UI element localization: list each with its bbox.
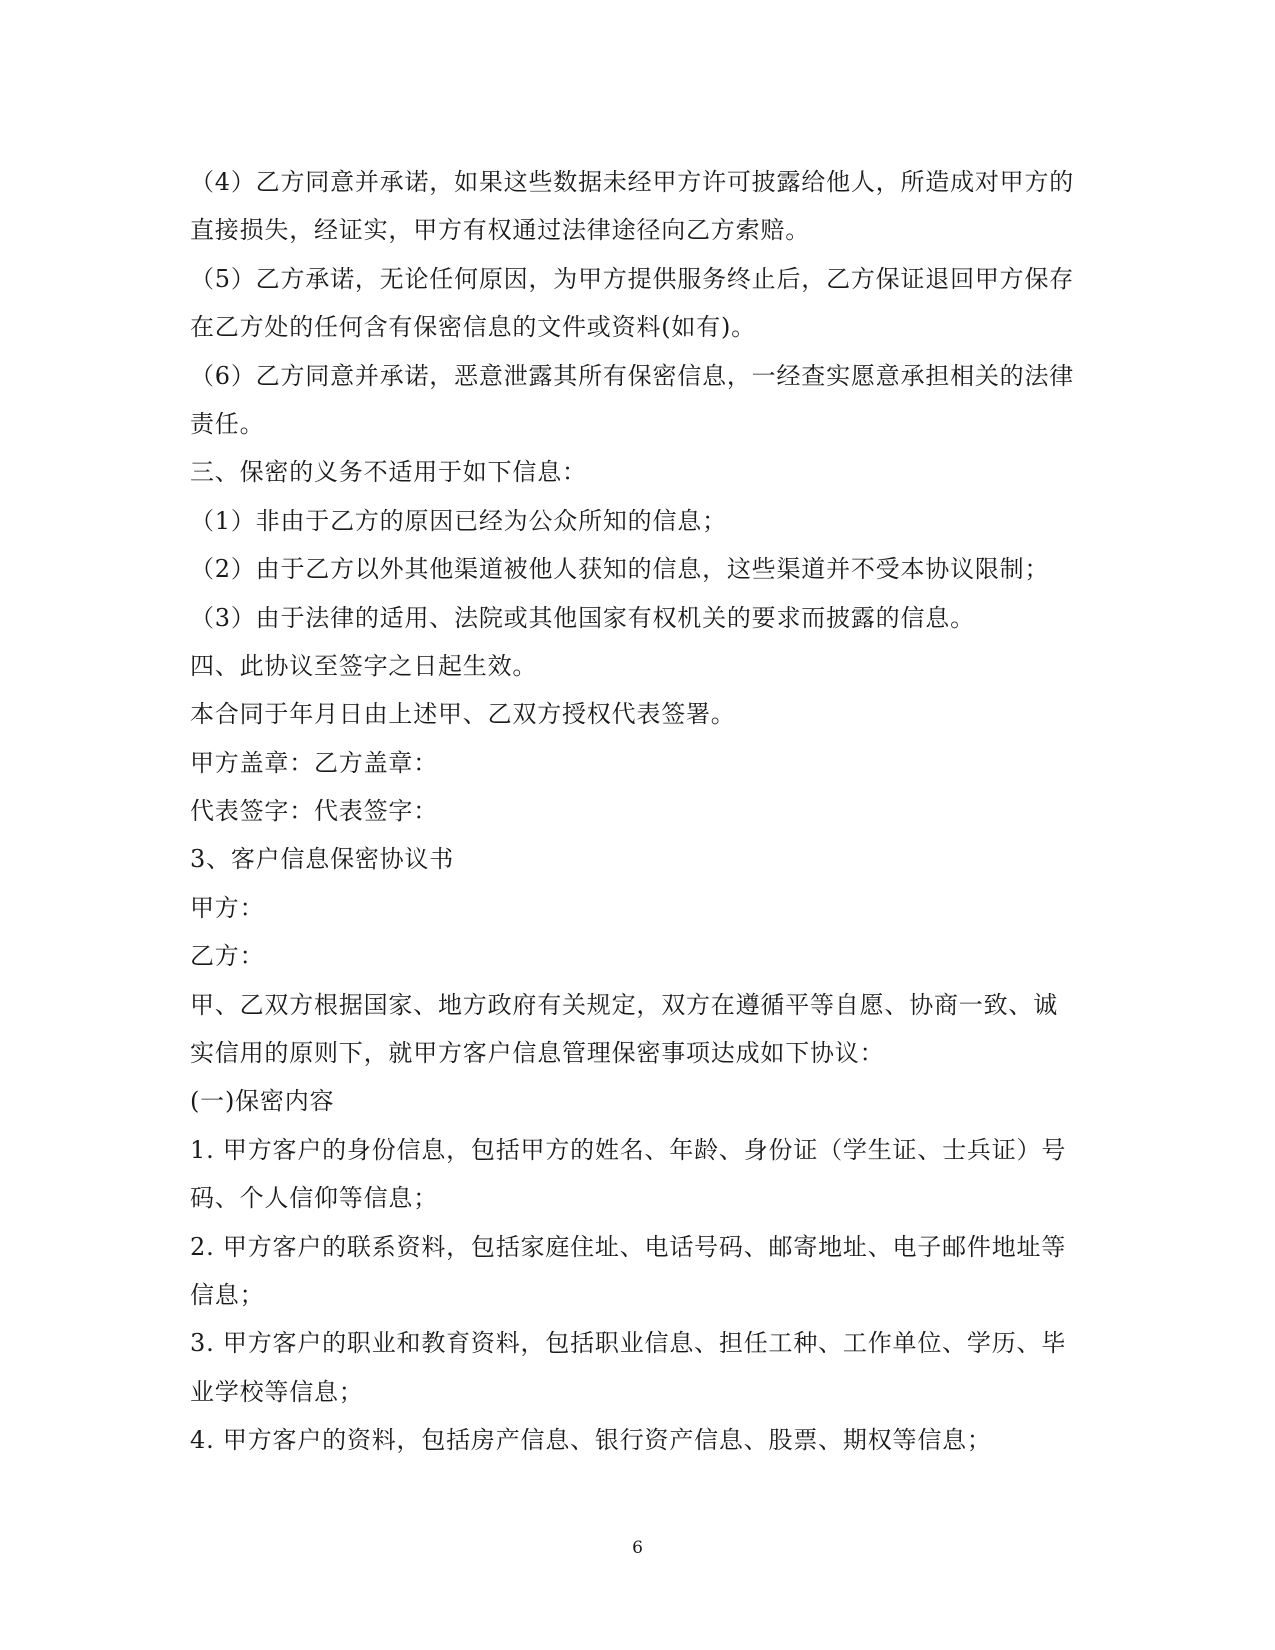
text-line: 在乙方处的任何含有保密信息的文件或资料(如有)。 <box>190 313 756 342</box>
signature-line: 甲方盖章：乙方盖章： <box>190 748 438 777</box>
text-line: （1）非由于乙方的原因已经为公众所知的信息； <box>190 506 727 535</box>
text-line: （4）乙方同意并承诺，如果这些数据未经甲方许可披露给他人，所造成对甲方的 <box>190 168 1075 196</box>
text-line: 直接损失，经证实，甲方有权通过法律途径向乙方索赔。 <box>190 216 810 245</box>
list-item: 3. 甲方客户的职业和教育资料，包括职业信息、担任工种、工作单位、学历、毕 <box>190 1329 1067 1358</box>
section-heading: 三、保密的义务不适用于如下信息： <box>190 458 587 487</box>
document-body <box>190 158 1090 1465</box>
text-line: 实信用的原则下，就甲方客户信息管理保密事项达成如下协议： <box>190 1039 885 1068</box>
page-number: 6 <box>632 1538 643 1558</box>
text-line: （5）乙方承诺，无论任何原因，为甲方提供服务终止后，乙方保证退回甲方保存 <box>190 264 1075 293</box>
party-b-line: 乙方： <box>190 942 265 971</box>
text-line: 责任。 <box>190 409 265 438</box>
party-a-line: 甲方： <box>190 893 265 922</box>
text-line: 码、个人信仰等信息； <box>190 1184 438 1213</box>
document-title: 3、客户信息保密协议书 <box>190 845 455 874</box>
text-line: 本合同于年月日由上述甲、乙双方授权代表签署。 <box>190 700 736 729</box>
list-item: 2. 甲方客户的联系资料，包括家庭住址、电话号码、邮寄地址、电子邮件地址等 <box>190 1232 1067 1261</box>
text-line: 甲、乙双方根据国家、地方政府有关规定，双方在遵循平等自愿、协商一致、诚 <box>190 990 1058 1019</box>
text-line: 业学校等信息； <box>190 1377 364 1406</box>
section-heading: 四、此协议至签字之日起生效。 <box>190 651 538 680</box>
text-line: （3）由于法律的适用、法院或其他国家有权机关的要求而披露的信息。 <box>190 603 975 632</box>
text-line: 信息； <box>190 1280 265 1309</box>
list-item: 4. 甲方客户的资料，包括房产信息、银行资产信息、股票、期权等信息； <box>190 1426 992 1455</box>
list-item: 1. 甲方客户的身份信息，包括甲方的姓名、年龄、身份证（学生证、士兵证）号 <box>190 1135 1067 1164</box>
section-heading: (一)保密内容 <box>190 1087 335 1116</box>
text-line: （2）由于乙方以外其他渠道被他人获知的信息，这些渠道并不受本协议限制； <box>190 555 1050 584</box>
signature-line: 代表签字：代表签字： <box>190 797 438 826</box>
text-line: （6）乙方同意并承诺，恶意泄露其所有保密信息，一经查实愿意承担相关的法律 <box>190 361 1075 390</box>
